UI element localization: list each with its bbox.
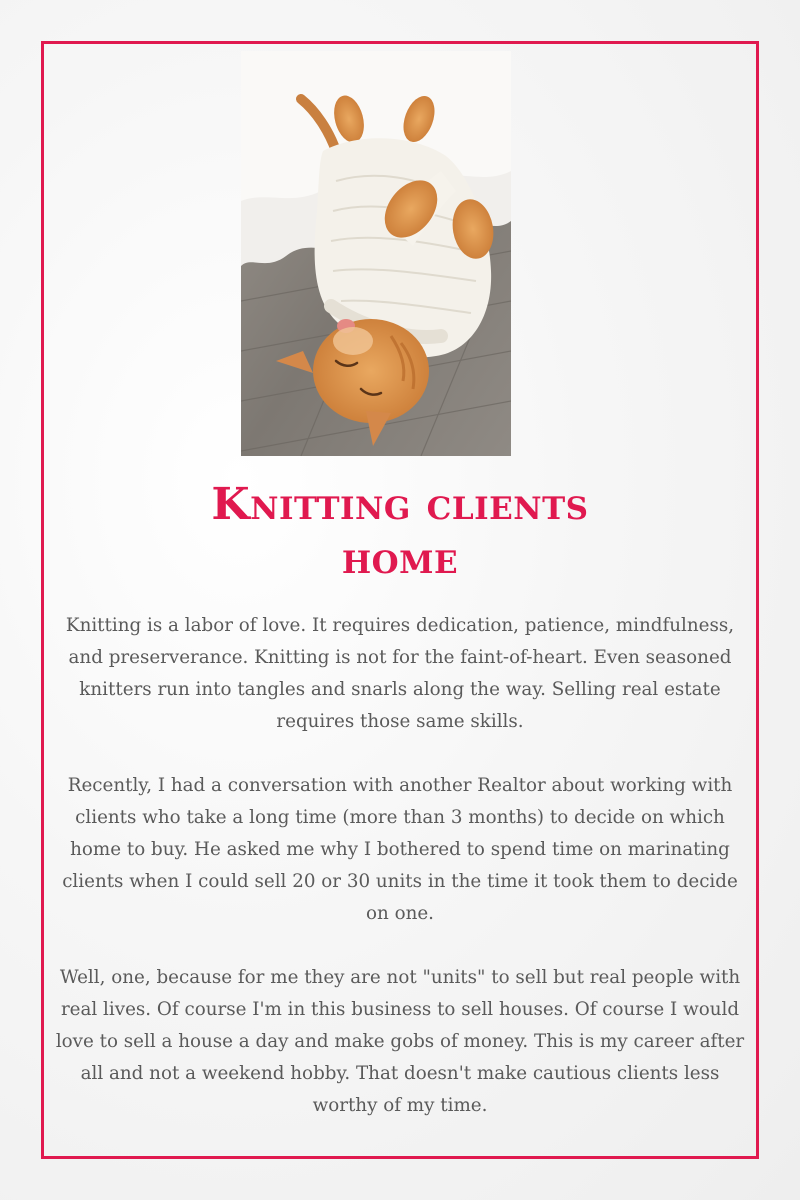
post-title xyxy=(60,478,740,586)
paragraph-1: Knitting is a labor of love. It requires dedication, patience, mindfulness, and preserverance. Knitting is not for the faint-of-heart. Even seasoned knitters run into tangles and snarls along the way. Selling real estate requires those same skills. xyxy=(65,615,735,732)
kitten-in-sweater-photo xyxy=(241,51,511,456)
title-line-1: Knitting clients xyxy=(211,479,589,530)
paragraph-2: Recently, I had a conversation with another Realtor about working with clients who take a long time (more than 3 months) to decide on which home to buy. He asked me why I bothered to spend time on marinating clients when I could sell 20 or 30 units in the time it took them to decide on one. xyxy=(62,775,738,924)
article-body xyxy=(48,610,752,1122)
paragraph-3: Well, one, because for me they are not "units" to sell but real people with real lives. Of course I'm in this business to sell houses. Of course I would love to sell a house a day and make gobs of money. This is my career after all and not a weekend hobby. That doesn't make cautious clients less worthy of my time. xyxy=(55,967,745,1116)
title-line-2: home xyxy=(341,533,459,584)
